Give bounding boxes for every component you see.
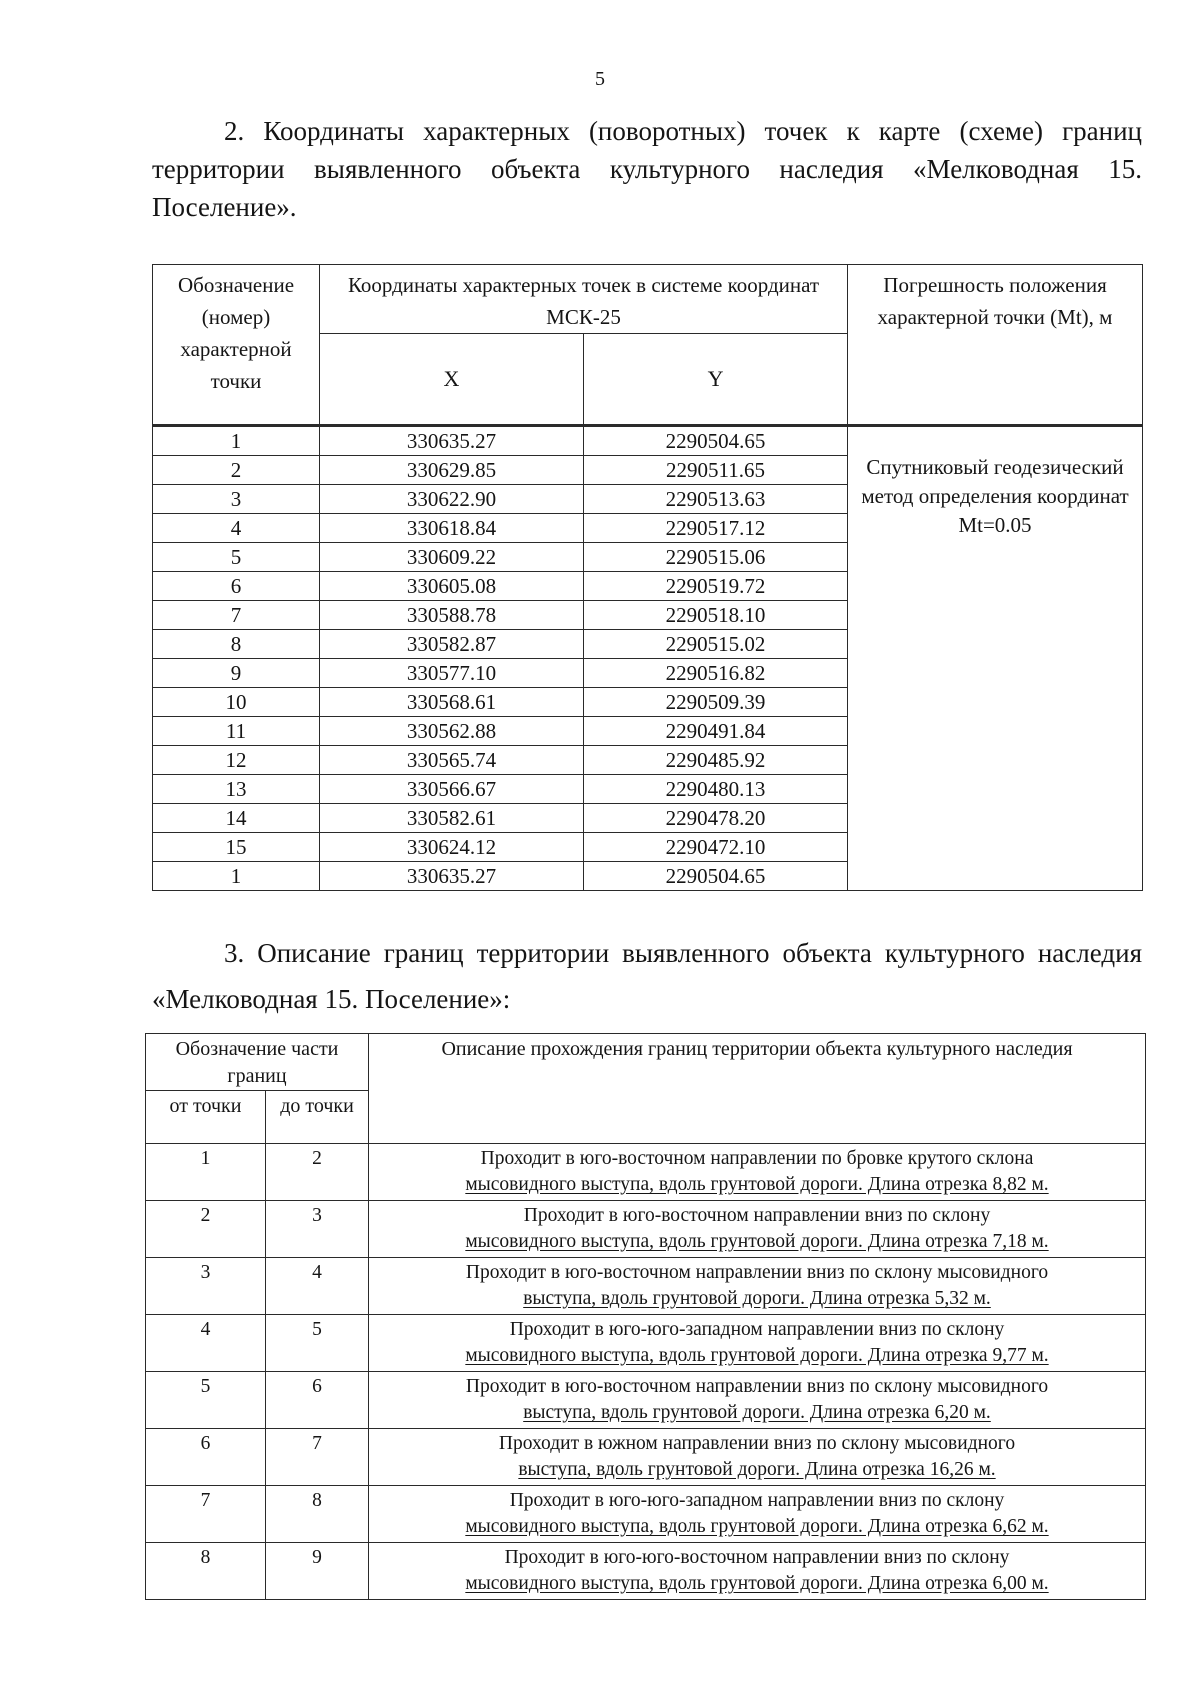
description-line-2: выступа, вдоль грунтовой дороги. Длина отрезка 5,32 м.: [523, 1288, 991, 1309]
y-coordinate-cell: 2290480.13: [584, 775, 848, 804]
x-coordinate-cell: 330582.87: [320, 630, 584, 659]
x-coordinate-cell: 330565.74: [320, 746, 584, 775]
point-number-cell: 4: [153, 514, 320, 543]
point-number-cell: 9: [153, 659, 320, 688]
description-line-1: Проходит в юго-восточном направлении по бровке крутого склона: [480, 1148, 1034, 1169]
x-coordinate-cell: 330582.61: [320, 804, 584, 833]
description-cell: [369, 1429, 1146, 1486]
y-coordinate-cell: 2290511.65: [584, 456, 848, 485]
x-coordinate-cell: 330624.12: [320, 833, 584, 862]
description-line-2: мысовидного выступа, вдоль грунтовой дороги. Длина отрезка 9,77 м.: [465, 1345, 1049, 1366]
table-row: [146, 1315, 1146, 1372]
x-coordinate-cell: 330605.08: [320, 572, 584, 601]
section-3-text: 3. Описание границ территории выявленного объекта культурного наследия «Мелководная 15. Поселение»:: [152, 938, 1142, 1014]
point-number-cell: 14: [153, 804, 320, 833]
header-description: Описание прохождения границ территории объекта культурного наследия: [369, 1034, 1146, 1144]
header-boundary-part: Обозначение части границ: [146, 1034, 369, 1091]
x-coordinate-cell: 330562.88: [320, 717, 584, 746]
table-row: [146, 1258, 1146, 1315]
x-coordinate-cell: 330568.61: [320, 688, 584, 717]
description-cell: [369, 1315, 1146, 1372]
y-coordinate-cell: 2290515.06: [584, 543, 848, 572]
boundaries-table: [145, 1033, 1146, 1600]
accuracy-cell: Спутниковый геодезический метод определения координат Mt=0.05: [848, 426, 1143, 891]
to-point-cell: 7: [266, 1429, 369, 1486]
y-coordinate-cell: 2290513.63: [584, 485, 848, 514]
y-coordinate-cell: 2290491.84: [584, 717, 848, 746]
boundaries-table-body: [146, 1144, 1146, 1600]
description-line-2: мысовидного выступа, вдоль грунтовой дороги. Длина отрезка 6,00 м.: [465, 1573, 1049, 1594]
description-line-1: Проходит в южном направлении вниз по склону мысовидного: [498, 1433, 1016, 1454]
to-point-cell: 5: [266, 1315, 369, 1372]
point-number-cell: 1: [153, 862, 320, 891]
point-number-cell: 1: [153, 426, 320, 456]
section-2-text: 2. Координаты характерных (поворотных) точек к карте (схеме) границ территории выявленного объекта культурного наследия «Мелководная 15. Поселение».: [152, 116, 1142, 222]
description-cell: [369, 1486, 1146, 1543]
table-row: [146, 1201, 1146, 1258]
header-point-number: Обозначение (номер) характерной точки: [153, 265, 320, 426]
from-point-cell: 8: [146, 1543, 266, 1600]
table-row: [146, 1543, 1146, 1600]
x-coordinate-cell: 330566.67: [320, 775, 584, 804]
point-number-cell: 13: [153, 775, 320, 804]
header-to-point: до точки: [266, 1091, 369, 1144]
description-cell: [369, 1144, 1146, 1201]
description-line-1: Проходит в юго-юго-восточном направлении вниз по склону: [504, 1547, 1010, 1568]
description-cell: [369, 1201, 1146, 1258]
description-cell: [369, 1543, 1146, 1600]
coordinates-table: [152, 264, 1143, 891]
from-point-cell: 6: [146, 1429, 266, 1486]
y-coordinate-cell: 2290485.92: [584, 746, 848, 775]
from-point-cell: 1: [146, 1144, 266, 1201]
y-coordinate-cell: 2290517.12: [584, 514, 848, 543]
to-point-cell: 9: [266, 1543, 369, 1600]
description-line-2: выступа, вдоль грунтовой дороги. Длина отрезка 16,26 м.: [518, 1459, 996, 1480]
x-coordinate-cell: 330629.85: [320, 456, 584, 485]
table-row: [153, 426, 1143, 456]
y-coordinate-cell: 2290472.10: [584, 833, 848, 862]
y-coordinate-cell: 2290478.20: [584, 804, 848, 833]
header-x: X: [320, 334, 584, 426]
description-cell: [369, 1372, 1146, 1429]
x-coordinate-cell: 330588.78: [320, 601, 584, 630]
coordinates-table-body: [153, 426, 1143, 891]
point-number-cell: 10: [153, 688, 320, 717]
description-line-2: мысовидного выступа, вдоль грунтовой дороги. Длина отрезка 8,82 м.: [465, 1174, 1049, 1195]
description-line-2: выступа, вдоль грунтовой дороги. Длина отрезка 6,20 м.: [523, 1402, 991, 1423]
y-coordinate-cell: 2290515.02: [584, 630, 848, 659]
x-coordinate-cell: 330635.27: [320, 862, 584, 891]
y-coordinate-cell: 2290518.10: [584, 601, 848, 630]
to-point-cell: 4: [266, 1258, 369, 1315]
section-2-heading: [152, 112, 1142, 226]
description-line-1: Проходит в юго-восточном направлении вниз по склону мысовидного: [465, 1262, 1049, 1283]
table-row: [146, 1486, 1146, 1543]
header-y: Y: [584, 334, 848, 426]
from-point-cell: 2: [146, 1201, 266, 1258]
y-coordinate-cell: 2290519.72: [584, 572, 848, 601]
x-coordinate-cell: 330635.27: [320, 426, 584, 456]
to-point-cell: 3: [266, 1201, 369, 1258]
x-coordinate-cell: 330577.10: [320, 659, 584, 688]
x-coordinate-cell: 330618.84: [320, 514, 584, 543]
point-number-cell: 7: [153, 601, 320, 630]
x-coordinate-cell: 330609.22: [320, 543, 584, 572]
table-row: [146, 1144, 1146, 1201]
to-point-cell: 2: [266, 1144, 369, 1201]
table-row: [146, 1372, 1146, 1429]
description-cell: [369, 1258, 1146, 1315]
header-accuracy: Погрешность положения характерной точки (Mt), м: [848, 265, 1143, 426]
point-number-cell: 6: [153, 572, 320, 601]
point-number-cell: 8: [153, 630, 320, 659]
from-point-cell: 4: [146, 1315, 266, 1372]
from-point-cell: 7: [146, 1486, 266, 1543]
description-line-2: мысовидного выступа, вдоль грунтовой дороги. Длина отрезка 6,62 м.: [465, 1516, 1049, 1537]
header-from-point: от точки: [146, 1091, 266, 1144]
y-coordinate-cell: 2290509.39: [584, 688, 848, 717]
page-number: 5: [595, 68, 605, 90]
table-row: [146, 1429, 1146, 1486]
y-coordinate-cell: 2290504.65: [584, 426, 848, 456]
y-coordinate-cell: 2290516.82: [584, 659, 848, 688]
point-number-cell: 11: [153, 717, 320, 746]
from-point-cell: 5: [146, 1372, 266, 1429]
point-number-cell: 2: [153, 456, 320, 485]
y-coordinate-cell: 2290504.65: [584, 862, 848, 891]
x-coordinate-cell: 330622.90: [320, 485, 584, 514]
description-line-2: мысовидного выступа, вдоль грунтовой дороги. Длина отрезка 7,18 м.: [465, 1231, 1049, 1252]
description-line-1: Проходит в юго-юго-западном направлении вниз по склону: [509, 1319, 1005, 1340]
description-line-1: Проходит в юго-юго-западном направлении вниз по склону: [509, 1490, 1005, 1511]
point-number-cell: 3: [153, 485, 320, 514]
from-point-cell: 3: [146, 1258, 266, 1315]
section-3-heading: [152, 930, 1142, 1022]
header-coordinates: Координаты характерных точек в системе координат МСК-25: [320, 265, 848, 334]
description-line-1: Проходит в юго-восточном направлении вниз по склону мысовидного: [465, 1376, 1049, 1397]
description-line-1: Проходит в юго-восточном направлении вниз по склону: [523, 1205, 991, 1226]
point-number-cell: 5: [153, 543, 320, 572]
to-point-cell: 8: [266, 1486, 369, 1543]
point-number-cell: 12: [153, 746, 320, 775]
to-point-cell: 6: [266, 1372, 369, 1429]
point-number-cell: 15: [153, 833, 320, 862]
